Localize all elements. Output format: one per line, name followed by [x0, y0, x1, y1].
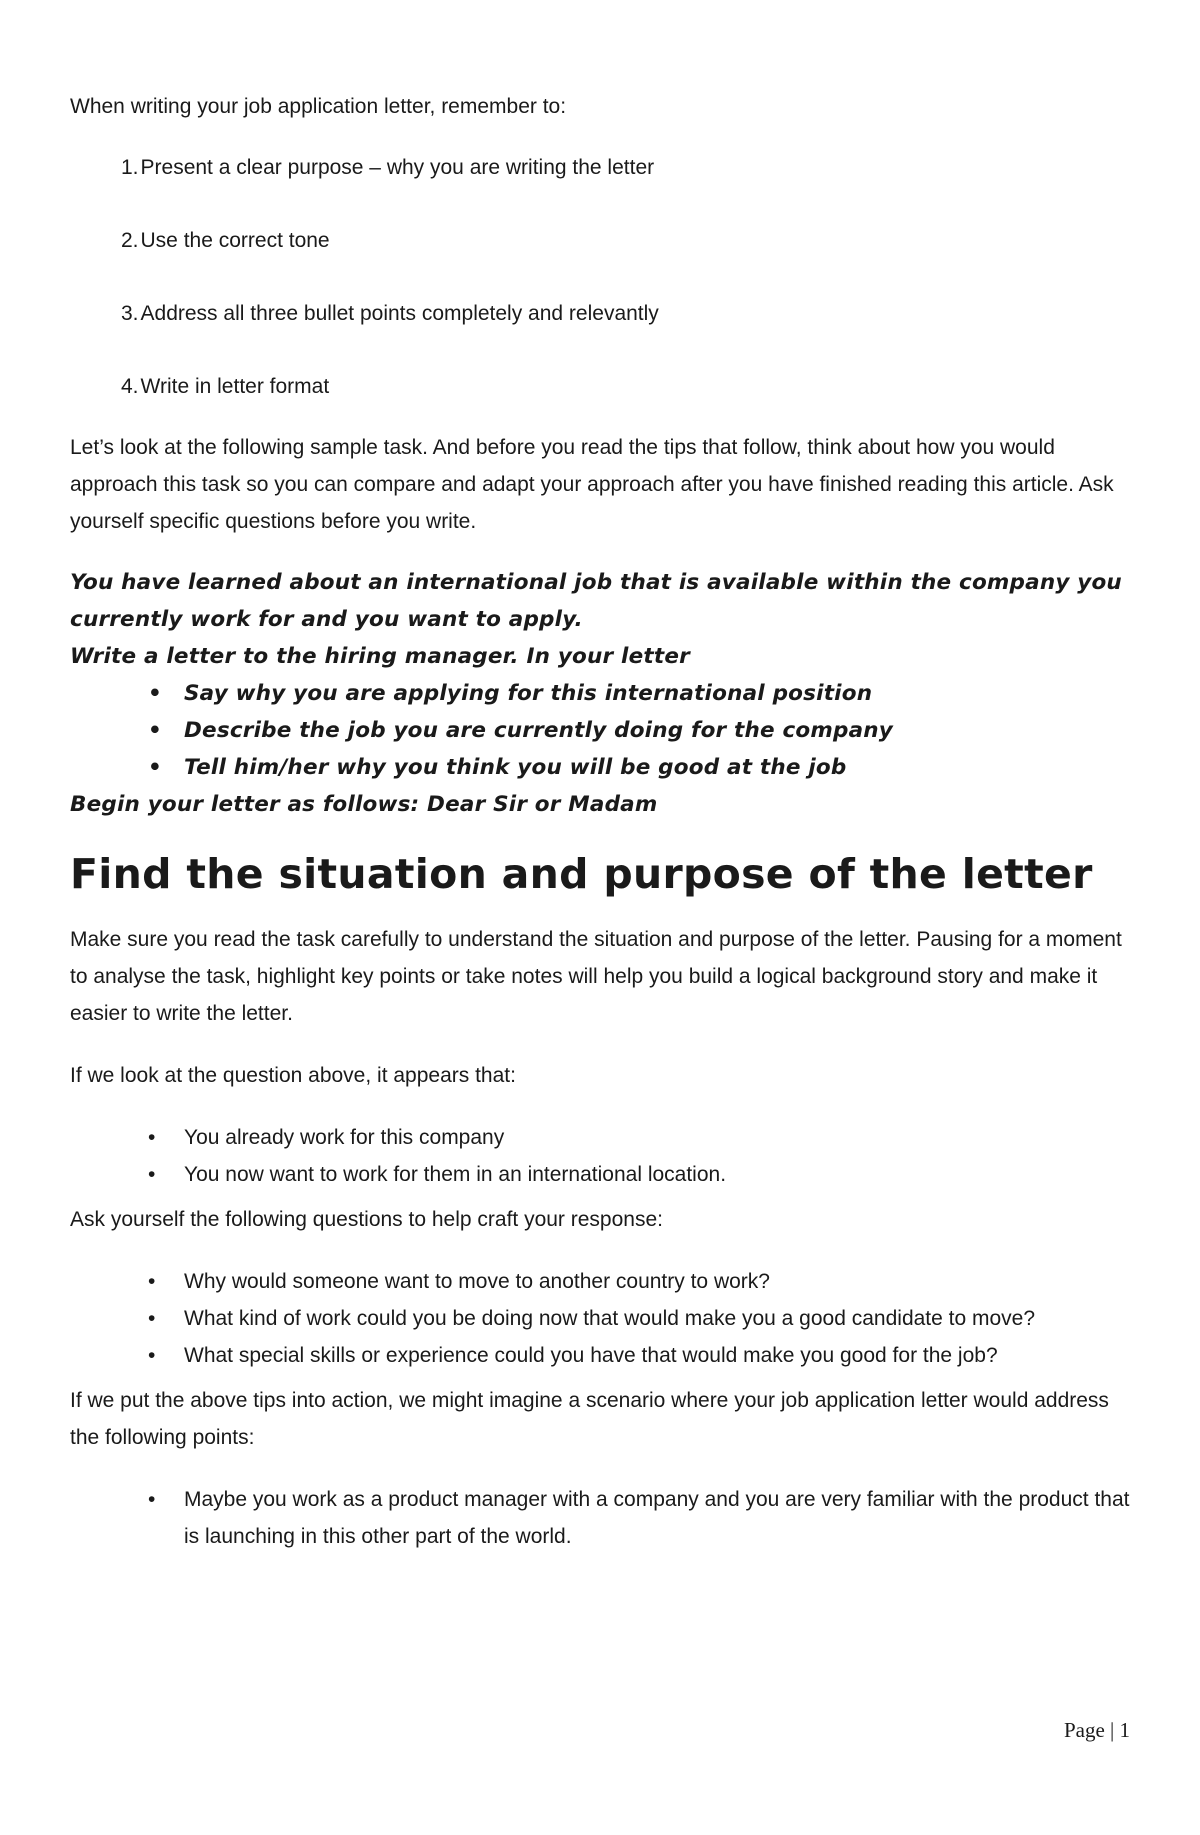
list-item: • Maybe you work as a product manager with a company and you are very familiar with the product that is launching in this other part of the world. — [70, 1481, 1130, 1555]
sample-task — [70, 564, 1130, 823]
question-bullets — [70, 1263, 1130, 1374]
list-item-text: Present a clear purpose – why you are writing the letter — [140, 156, 655, 179]
list-item-text: Address all three bullet points completely and relevantly — [140, 302, 659, 325]
task-line: Write a letter to the hiring manager. In your letter — [70, 644, 690, 669]
list-item-text: Use the correct tone — [140, 229, 330, 252]
list-item: • Say why you are applying for this international position — [70, 675, 1130, 712]
list-item: • You already work for this company — [70, 1119, 1130, 1156]
list-number: 3. — [121, 302, 139, 325]
appears-bullets — [70, 1119, 1130, 1193]
list-item: • Describe the job you are currently doing for the company — [70, 712, 1130, 749]
intro-text: When writing your job application letter, remember to: — [70, 95, 567, 118]
list-item: • You now want to work for them in an international location. — [70, 1156, 1130, 1193]
list-item: • Why would someone want to move to another country to work? — [70, 1263, 1130, 1300]
paragraph: If we put the above tips into action, we might imagine a scenario where your job application letter would address the following points: — [70, 1389, 1109, 1449]
list-item: • What special skills or experience could you have that would make you good for the job? — [70, 1337, 1130, 1374]
list-number: 1. — [121, 156, 139, 179]
task-closing: Begin your letter as follows: Dear Sir or Madam — [70, 792, 658, 817]
page-number: Page | 1 — [1063, 1718, 1130, 1742]
scenario-bullets — [70, 1481, 1130, 1555]
list-item: • What kind of work could you be doing now that would make you a good candidate to move? — [70, 1300, 1130, 1337]
list-item-text: Write in letter format — [140, 375, 330, 398]
paragraph: Ask yourself the following questions to help craft your response: — [70, 1208, 663, 1231]
task-bullets — [70, 675, 1130, 786]
list-item — [121, 222, 1130, 259]
list-item — [121, 149, 1130, 186]
paragraph: Make sure you read the task carefully to understand the situation and purpose of the letter. Pausing for a moment to analyse the task, highlight key points or take notes will help you build a logical background story and make it easier to write the letter. — [70, 928, 1122, 1025]
sample-intro-paragraph: Let’s look at the following sample task. And before you read the tips that follow, think about how you would approach this task so you can compare and adapt your approach after you have finished reading this article. Ask yourself specific questions before you write. — [70, 436, 1114, 533]
document-page — [70, 88, 1130, 1569]
list-item — [121, 295, 1130, 332]
steps-list — [70, 149, 1130, 405]
section-heading: Find the situation and purpose of the letter — [70, 850, 1093, 898]
list-item — [121, 368, 1130, 405]
task-line: You have learned about an international job that is available within the company you currently work for and you want to apply. — [70, 570, 1122, 632]
paragraph: If we look at the question above, it appears that: — [70, 1064, 516, 1087]
list-number: 4. — [121, 375, 139, 398]
list-item: • Tell him/her why you think you will be good at the job — [70, 749, 1130, 786]
list-number: 2. — [121, 229, 139, 252]
